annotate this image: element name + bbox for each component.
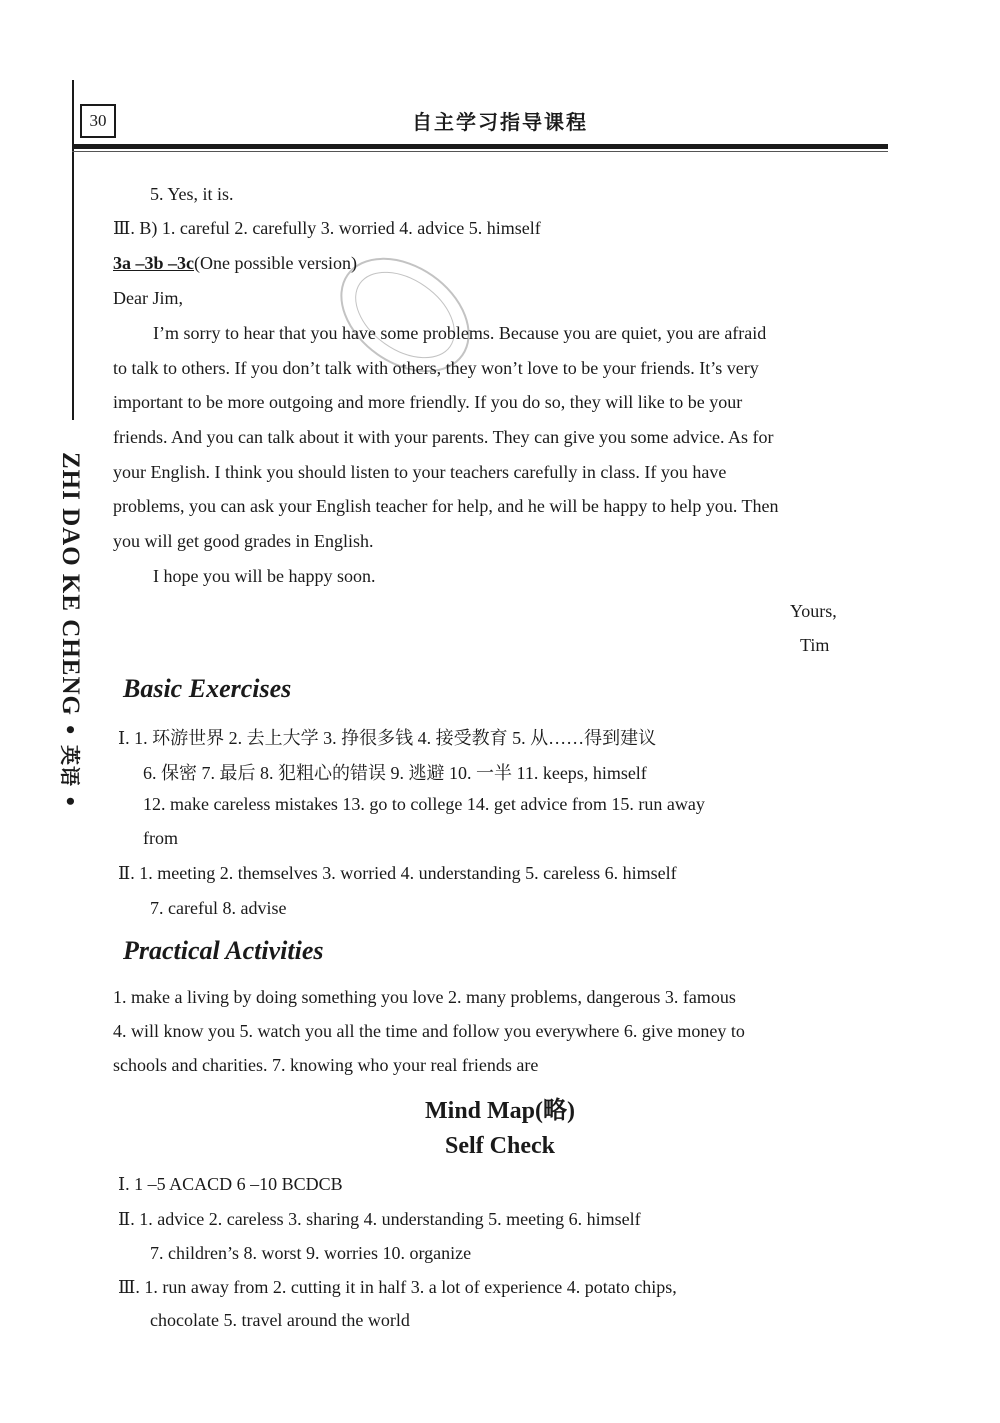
side-title-text: ZHI DAO KE CHENG: [57, 452, 84, 716]
letter-line: I’m sorry to hear that you have some problems. Because you are quiet, you are afraid: [153, 323, 767, 343]
letter-line: problems, you can ask your English teacher for help, and he will be happy to help you. Then: [113, 496, 779, 516]
basic-line: Ⅰ. 1. 环游世界 2. 去上大学 3. 挣很多钱 4. 接受教育 5. 从……得到建议: [118, 728, 657, 748]
basic-line: 12. make careless mistakes 13. go to college 14. get advice from 15. run away: [143, 794, 705, 814]
self-check-line: Ⅲ. 1. run away from 2. cutting it in half 3. a lot of experience 4. potato chips,: [118, 1277, 677, 1297]
section-label: 3a –3b –3c: [113, 253, 194, 273]
letter-closing: I hope you will be happy soon.: [153, 566, 376, 586]
letter-greeting: Dear Jim,: [113, 288, 183, 308]
section-label-3a-3c: [113, 253, 357, 274]
section-note: (One possible version): [194, 253, 357, 273]
self-check-line: chocolate 5. travel around the world: [150, 1310, 410, 1330]
side-title: [56, 452, 86, 809]
letter-line: important to be more outgoing and more friendly. If you do so, they will like to be your: [113, 392, 743, 412]
practical-activities-title: Practical Activities: [123, 936, 324, 965]
answer-line: 5. Yes, it is.: [150, 184, 234, 204]
self-check-line: Ⅰ. 1 –5 ACACD 6 –10 BCDCB: [118, 1174, 343, 1194]
basic-line: from: [143, 828, 178, 848]
letter-signoff: Yours,: [790, 601, 837, 621]
letter-line: you will get good grades in English.: [113, 531, 374, 551]
mind-map-title: Mind Map(略): [425, 1098, 575, 1124]
side-subject: • 英语 •: [58, 723, 82, 809]
self-check-title: Self Check: [445, 1133, 555, 1159]
side-subject-text: 英语: [58, 744, 82, 787]
basic-line: Ⅱ. 1. meeting 2. themselves 3. worried 4. understanding 5. careless 6. himself: [118, 863, 677, 883]
header-divider: [72, 144, 888, 149]
page-header-title: 自主学习指导课程: [412, 110, 588, 134]
basic-line: 7. careful 8. advise: [150, 898, 287, 918]
letter-signature: Tim: [800, 635, 830, 655]
self-check-line: Ⅱ. 1. advice 2. careless 3. sharing 4. understanding 5. meeting 6. himself: [118, 1209, 641, 1229]
letter-line: friends. And you can talk about it with your parents. They can give you some advice. As for: [113, 427, 774, 447]
answer-line: Ⅲ. B) 1. careful 2. carefully 3. worried 4. advice 5. himself: [113, 218, 541, 238]
basic-line: 6. 保密 7. 最后 8. 犯粗心的错误 9. 逃避 10. 一半 11. keeps, himself: [143, 763, 647, 783]
letter-line: to talk to others. If you don’t talk with others, they won’t love to be your friends. It’s very: [113, 358, 759, 378]
self-check-line: 7. children’s 8. worst 9. worries 10. organize: [150, 1243, 472, 1263]
practical-line: 4. will know you 5. watch you all the time and follow you everywhere 6. give money to: [113, 1021, 745, 1041]
header-divider-thin: [72, 151, 888, 152]
practical-line: schools and charities. 7. knowing who your real friends are: [113, 1055, 539, 1075]
letter-line: your English. I think you should listen to your teachers carefully in class. If you have: [113, 462, 727, 482]
basic-exercises-title: Basic Exercises: [123, 674, 292, 703]
practical-line: 1. make a living by doing something you love 2. many problems, dangerous 3. famous: [113, 987, 736, 1007]
page-number: 30: [80, 104, 116, 138]
